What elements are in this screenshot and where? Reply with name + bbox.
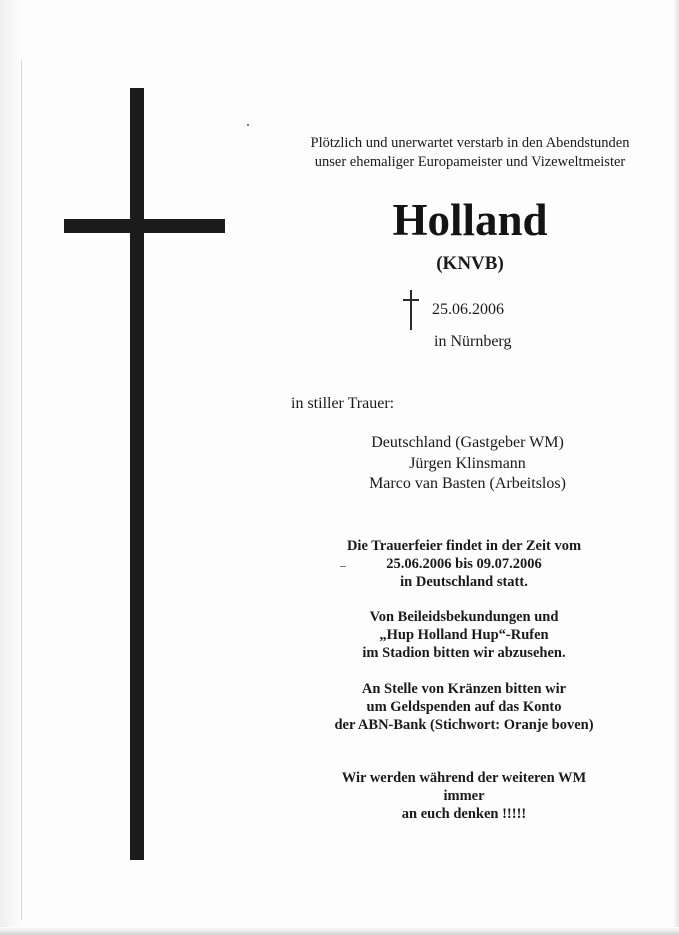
intro-text xyxy=(285,134,655,172)
deceased-name: Holland xyxy=(392,195,548,245)
paragraph-line: in Deutschland statt. xyxy=(400,574,528,590)
scan-shadow-left xyxy=(0,0,22,935)
closing-paragraph xyxy=(300,769,628,823)
intro-line: unser ehemaliger Europameister und Vizeweltmeister xyxy=(314,154,626,170)
paragraph-line: an euch denken !!!!! xyxy=(401,806,527,822)
paragraph-line: Von Beileidsbekundungen und xyxy=(369,609,559,625)
death-date: 25.06.2006 xyxy=(432,301,504,318)
cross-horizontal-beam xyxy=(64,219,225,233)
paragraph-line: im Stadion bitten wir abzusehen. xyxy=(362,645,566,661)
paragraph-line: Die Trauerfeier findet in der Zeit vom xyxy=(346,538,582,554)
scan-shadow-bottom xyxy=(0,927,679,935)
scan-speck xyxy=(247,124,249,126)
mourner: Deutschland (Gastgeber WM) xyxy=(371,434,564,451)
paragraph-line: der ABN-Bank (Stichwort: Oranje boven) xyxy=(334,717,594,733)
paragraph-line: immer xyxy=(443,788,485,804)
mourning-label: in stiller Trauer: xyxy=(291,395,395,412)
death-place: in Nürnberg xyxy=(434,333,512,350)
scan-edge-line xyxy=(21,60,22,920)
intro-line: Plötzlich und unerwartet verstarb in den Abendstunden xyxy=(310,135,630,151)
mourner: Marco van Basten (Arbeitslos) xyxy=(369,475,566,492)
mourners-list xyxy=(330,433,605,495)
deceased-org: (KNVB) xyxy=(436,253,504,274)
paragraph-line: um Geldspenden auf das Konto xyxy=(366,699,562,715)
scan-shadow-right xyxy=(673,0,679,935)
paragraph-line: 25.06.2006 bis 09.07.2006 xyxy=(386,556,542,572)
donations-paragraph xyxy=(300,680,628,734)
paragraph-line: An Stelle von Kränzen bitten wir xyxy=(361,681,567,697)
paragraph-line: Wir werden während der weiteren WM xyxy=(341,770,587,786)
condolences-paragraph xyxy=(300,608,628,662)
funeral-paragraph xyxy=(300,537,628,591)
mourner: Jürgen Klinsmann xyxy=(409,454,526,472)
paragraph-line: „Hup Holland Hup“-Rufen xyxy=(379,627,549,643)
cross-vertical-beam xyxy=(130,88,144,860)
death-cross-icon xyxy=(403,290,419,330)
